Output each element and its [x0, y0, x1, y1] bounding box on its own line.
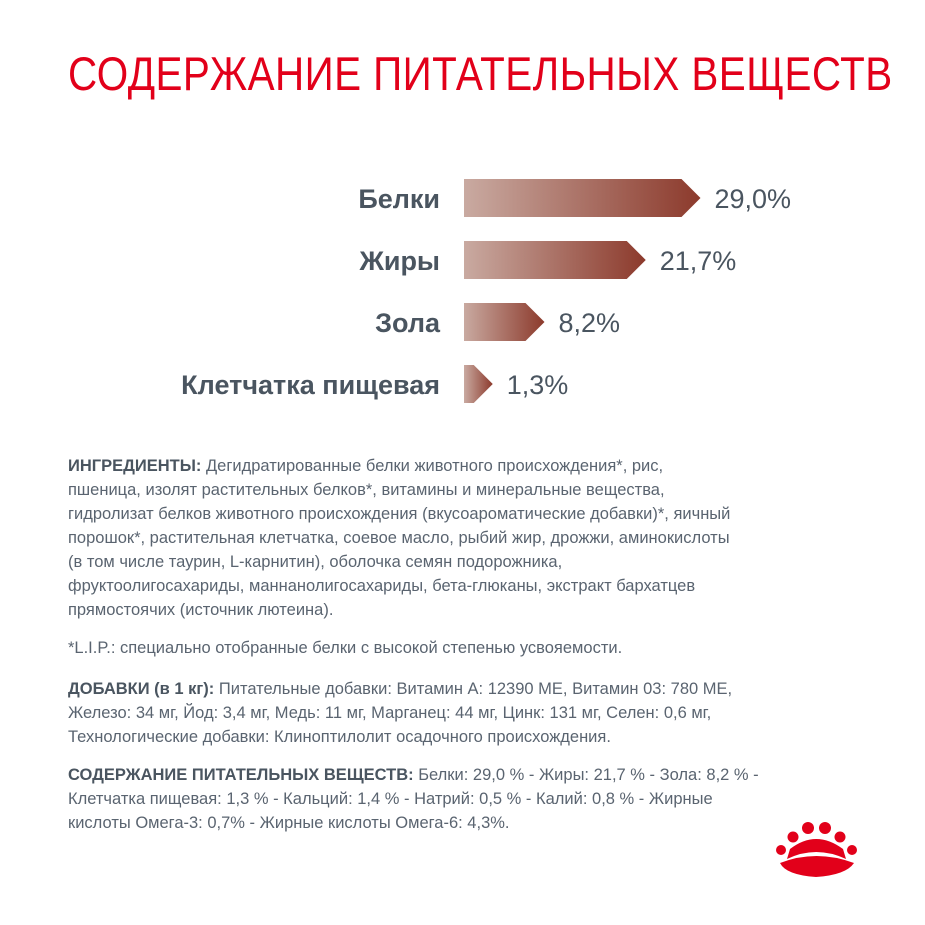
additives-heading: ДОБАВКИ (в 1 кг):: [68, 680, 215, 698]
nutrients-line: [68, 763, 868, 787]
nutrients-text: Белки: 29,0 % - Жиры: 21,7 % - Зола: 8,2 % -: [413, 766, 759, 784]
chart-bar: [464, 179, 701, 217]
chart-value-label: 1,3%: [506, 370, 569, 400]
chart-value-label: 21,7%: [659, 246, 737, 276]
additives-text: Питательные добавки: Витамин А: 12390 МЕ, Витамин 03: 780 МЕ,: [214, 680, 733, 698]
nutrients-line: Клетчатка пищевая: 1,3 % - Кальций: 1,4 % - Натрий: 0,5 % - Калий: 0,8 % - Жирные: [68, 790, 713, 808]
ingredients-section: [68, 454, 868, 622]
additives-section: [68, 677, 868, 749]
nutrient-bar-chart: [0, 160, 925, 420]
ingredients-text: Дегидратированные белки животного происхождения*, рис,: [201, 457, 664, 475]
nutrients-heading: СОДЕРЖАНИЕ ПИТАТЕЛЬНЫХ ВЕЩЕСТВ:: [68, 766, 414, 784]
ingredients-heading: ИНГРЕДИЕНТЫ:: [68, 457, 202, 475]
ingredients-line: (в том числе таурин, L-карнитин), оболочка семян подорожника,: [68, 553, 563, 571]
chart-bar: [464, 365, 493, 403]
chart-value-label: 29,0%: [714, 184, 792, 214]
nutrients-section: [68, 763, 868, 835]
ingredients-line: прямостоячих (источник лютеина).: [68, 601, 334, 619]
royal-canin-crown-icon: [768, 819, 863, 879]
footnote-text: *L.I.P.: специально отобранные белки с высокой степенью усвояемости.: [68, 639, 623, 657]
ingredients-line: порошок*, растительная клетчатка, соевое масло, рыбий жир, дрожжи, аминокислоты: [68, 529, 730, 547]
additives-line: [68, 677, 868, 701]
chart-value-label: 8,2%: [558, 308, 621, 338]
page-title: СОДЕРЖАНИЕ ПИТАТЕЛЬНЫХ ВЕЩЕСТВ: [68, 47, 893, 100]
chart-category-label: Клетчатка пищевая: [181, 370, 440, 400]
chart-bar: [464, 303, 545, 341]
chart-category-label: Белки: [358, 184, 440, 214]
additives-line: Железо: 34 мг, Йод: 3,4 мг, Медь: 11 мг, Марганец: 44 мг, Цинк: 131 мг, Селен: 0,6 мг,: [68, 704, 712, 722]
footnote: [68, 636, 868, 660]
ingredients-line: фруктоолигосахариды, маннанолигосахариды, бета-глюканы, экстракт бархатцев: [68, 577, 696, 595]
additives-line: Технологические добавки: Клиноптилолит осадочного происхождения.: [68, 728, 611, 746]
ingredients-line: пшеница, изолят растительных белков*, витамины и минеральные вещества,: [68, 481, 665, 499]
chart-category-label: Жиры: [359, 246, 440, 276]
ingredients-line: [68, 454, 868, 478]
nutrients-line: кислоты Омега-3: 0,7% - Жирные кислоты Омега-6: 4,3%.: [68, 814, 510, 832]
ingredients-line: гидролизат белков животного происхождения (вкусоароматические добавки)*, яичный: [68, 505, 731, 523]
chart-bar: [464, 241, 646, 279]
chart-category-label: Зола: [375, 308, 440, 338]
